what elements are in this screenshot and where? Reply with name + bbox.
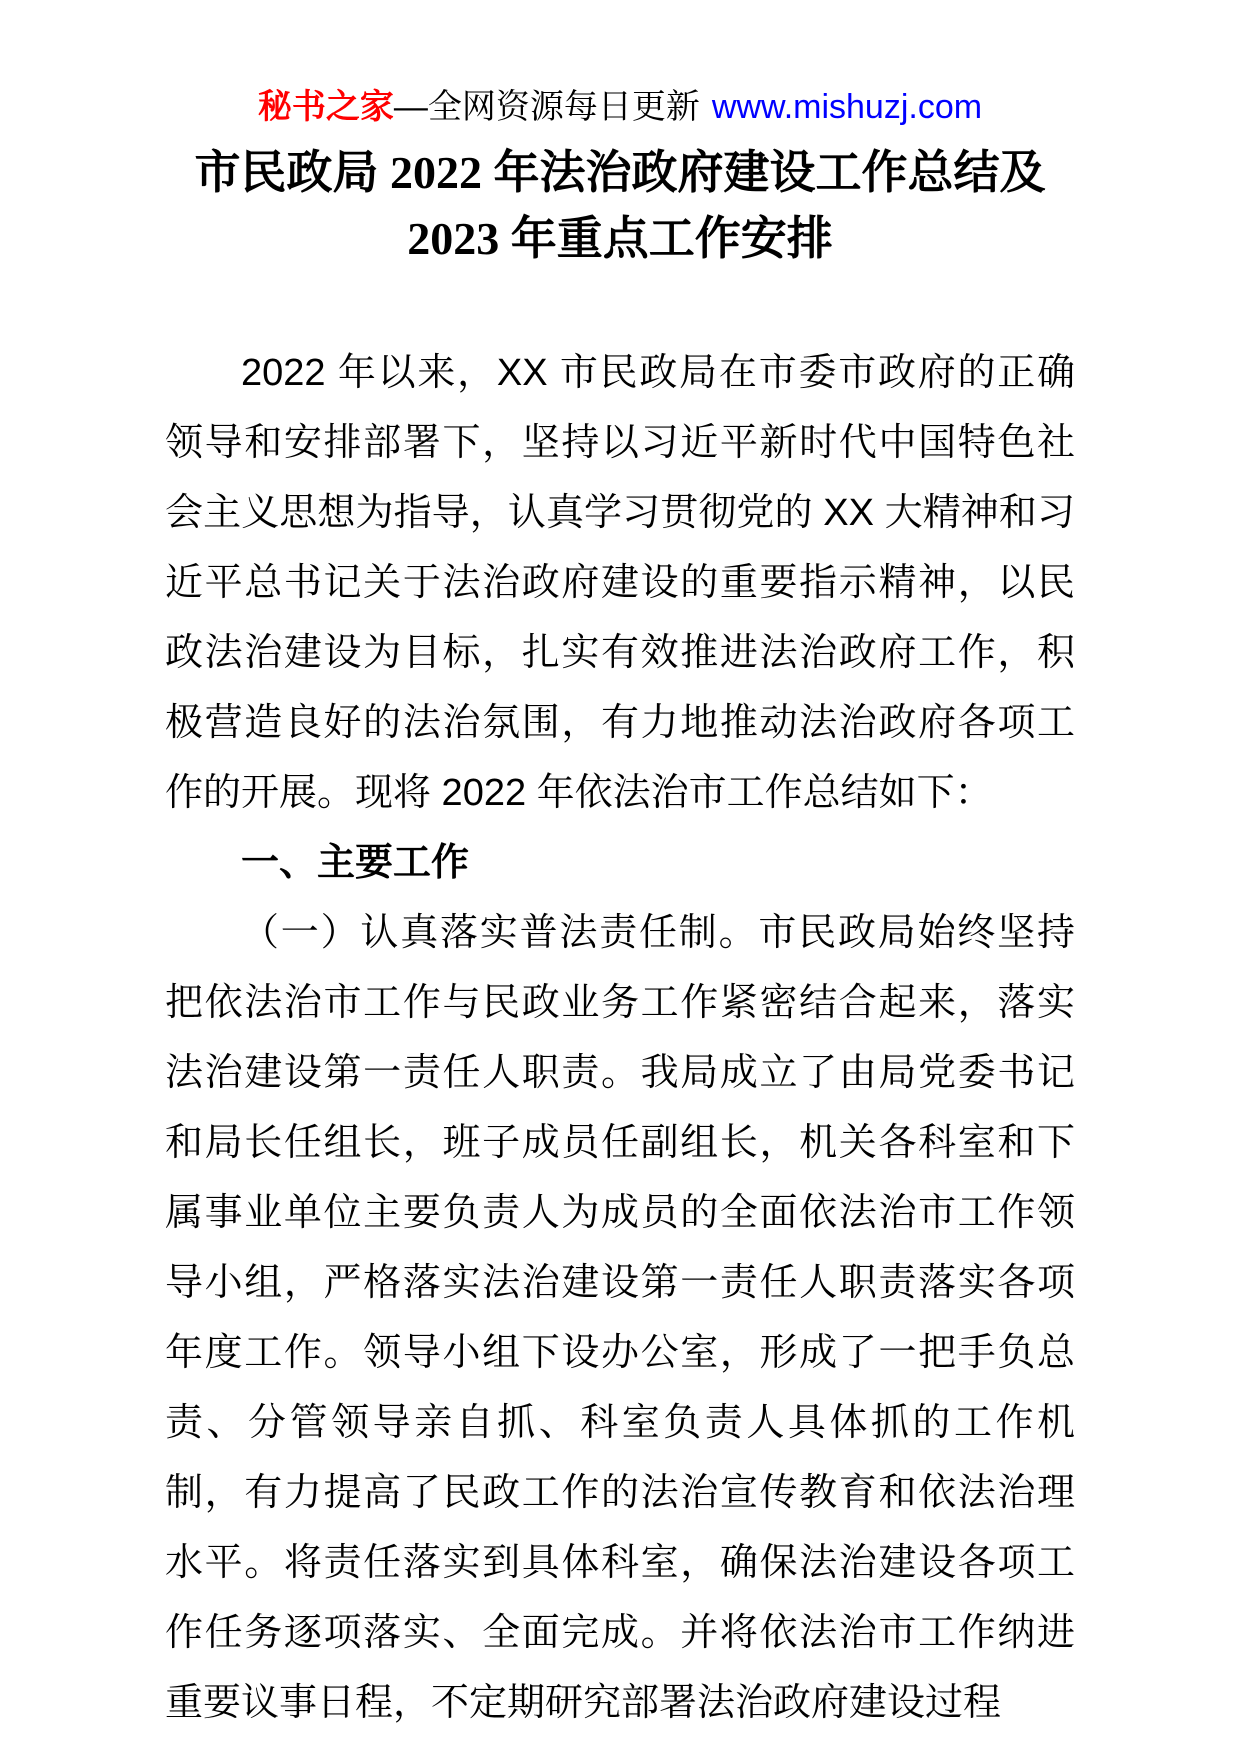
document-title	[165, 140, 1075, 272]
document-body	[165, 338, 1075, 1738]
site-tagline: —全网资源每日更新	[393, 88, 700, 126]
paragraph-intro: 2022 年以来，XX 市民政局在市委市政府的正确领导和安排部署下，坚持以习近平新时代中国特色社会主义思想为指导，认真学习贯彻党的 XX 大精神和习近平总书记关于法治政府建设的重要指示精神，以民政法治建设为目标，扎实有效推进法治政府工作，积极营造良好的法治氛围，有力地推动法治政府各项工作的开展。现将 2022 年依法治市工作总结如下：	[165, 352, 1075, 814]
section-heading-main-work: 一、主要工作	[241, 842, 470, 884]
site-brand: 秘书之家	[257, 88, 394, 126]
site-header	[165, 86, 1075, 128]
document-title-line-2: 2023 年重点工作安排	[407, 213, 833, 264]
site-url-link[interactable]: www.mishuzj.com	[711, 88, 983, 126]
document-title-line-1: 市民政局 2022 年法治政府建设工作总结及	[194, 147, 1046, 198]
paragraph-law-responsibility: （一）认真落实普法责任制。市民政局始终坚持把依法治市工作与民政业务工作紧密结合起来，落实法治建设第一责任人职责。我局成立了由局党委书记和局长任组长，班子成员任副组长，机关各科室和下属事业单位主要负责人为成员的全面依法治市工作领导小组，严格落实法治建设第一责任人职责落实各项年度工作。领导小组下设办公室，形成了一把手负总责、分管领导亲自抓、科室负责人具体抓的工作机制，有力提高了民政工作的法治宣传教育和依法治理水平。将责任落实到具体科室，确保法治建设各项工作任务逐项落实、全面完成。并将依法治市工作纳进重要议事日程，不定期研究部署法治政府建设过程	[165, 912, 1075, 1724]
